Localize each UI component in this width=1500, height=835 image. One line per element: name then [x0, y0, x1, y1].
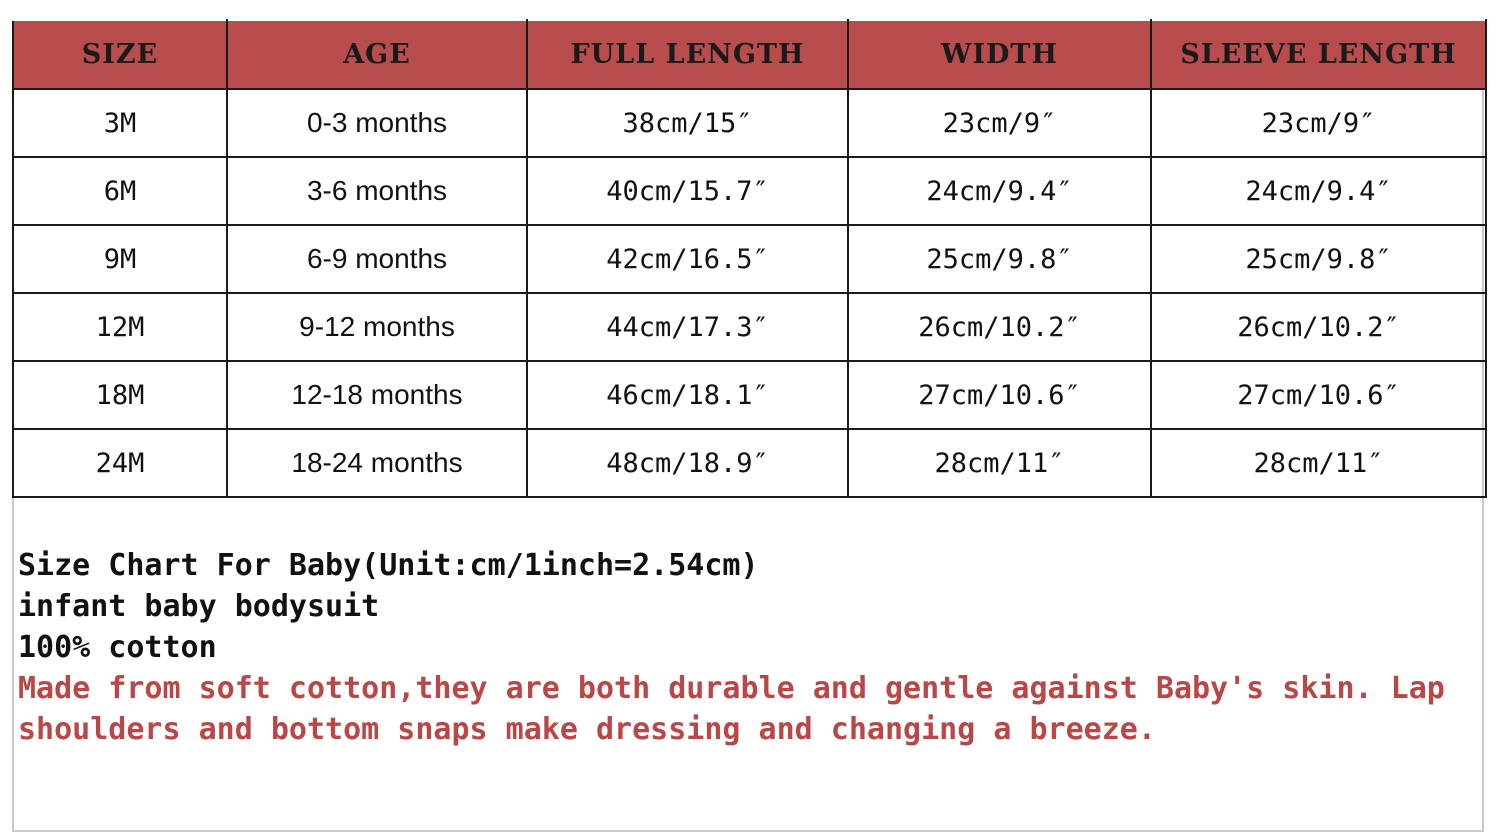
cell-size: 12M	[13, 293, 227, 361]
header-size: SIZE	[13, 20, 227, 89]
table-row	[13, 429, 1486, 497]
cell-width: 26cm/10.2″	[848, 293, 1151, 361]
cell-width: 24cm/9.4″	[848, 157, 1151, 225]
cell-sleeve-length: 27cm/10.6″	[1151, 361, 1486, 429]
header-row	[13, 20, 1486, 89]
cell-size: 6M	[13, 157, 227, 225]
cell-sleeve-length: 26cm/10.2″	[1151, 293, 1486, 361]
cell-age: 6-9 months	[227, 225, 527, 293]
cell-size: 3M	[13, 89, 227, 157]
product-notes	[18, 545, 1458, 750]
cell-age: 3-6 months	[227, 157, 527, 225]
header-full-length: FULL LENGTH	[527, 20, 848, 89]
cell-width: 25cm/9.8″	[848, 225, 1151, 293]
header-sleeve-length: SLEEVE LENGTH	[1151, 20, 1486, 89]
table-row	[13, 361, 1486, 429]
table-row	[13, 225, 1486, 293]
header-width: WIDTH	[848, 20, 1151, 89]
cell-size: 9M	[13, 225, 227, 293]
cell-full-length: 46cm/18.1″	[527, 361, 848, 429]
cell-width: 28cm/11″	[848, 429, 1151, 497]
cell-full-length: 48cm/18.9″	[527, 429, 848, 497]
size-chart-table	[12, 19, 1487, 498]
cell-age: 18-24 months	[227, 429, 527, 497]
cell-size: 24M	[13, 429, 227, 497]
header-age: AGE	[227, 20, 527, 89]
cell-sleeve-length: 25cm/9.8″	[1151, 225, 1486, 293]
table-row	[13, 157, 1486, 225]
table-row	[13, 293, 1486, 361]
product-description: Made from soft cotton,they are both durable and gentle against Baby's skin. Lap shoulders and bottom snaps make dressing and changing a breeze.	[18, 671, 1445, 747]
cell-full-length: 42cm/16.5″	[527, 225, 848, 293]
cell-age: 0-3 months	[227, 89, 527, 157]
cell-sleeve-length: 24cm/9.4″	[1151, 157, 1486, 225]
cell-age: 12-18 months	[227, 361, 527, 429]
cell-full-length: 40cm/15.7″	[527, 157, 848, 225]
chart-title: Size Chart For Baby(Unit:cm/1inch=2.54cm)	[18, 548, 759, 583]
product-name: infant baby bodysuit	[18, 589, 380, 624]
cell-width: 23cm/9″	[848, 89, 1151, 157]
cell-full-length: 44cm/17.3″	[527, 293, 848, 361]
table-row	[13, 89, 1486, 157]
cell-width: 27cm/10.6″	[848, 361, 1151, 429]
cell-sleeve-length: 28cm/11″	[1151, 429, 1486, 497]
cell-age: 9-12 months	[227, 293, 527, 361]
cell-size: 18M	[13, 361, 227, 429]
cell-sleeve-length: 23cm/9″	[1151, 89, 1486, 157]
cell-full-length: 38cm/15″	[527, 89, 848, 157]
material-info: 100% cotton	[18, 630, 217, 665]
